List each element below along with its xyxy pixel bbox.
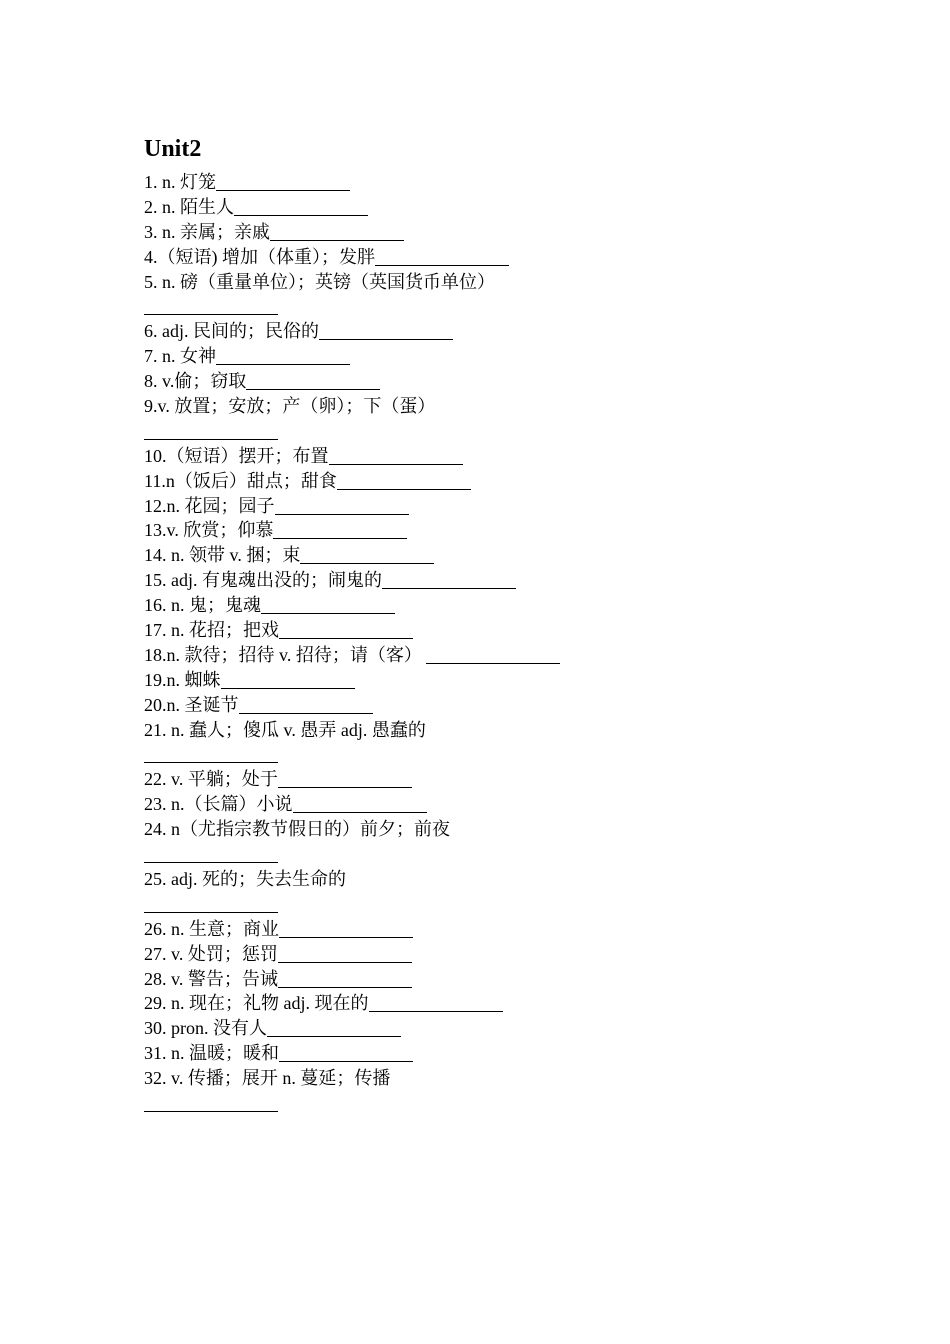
vocab-item — [144, 344, 844, 369]
answer-blank — [319, 323, 453, 340]
vocabulary-list — [144, 170, 844, 1116]
vocab-item — [144, 220, 844, 245]
vocab-item-text: 9.v. 放置；安放；产（卵）；下（蛋） — [144, 396, 436, 417]
vocab-item — [144, 195, 844, 220]
answer-blank — [267, 1020, 401, 1037]
vocab-item-text: 18.n. 款待；招待 v. 招待；请（客） — [144, 644, 422, 665]
answer-blank-line — [144, 294, 844, 319]
vocab-item — [144, 319, 844, 344]
vocab-item — [144, 568, 844, 593]
answer-blank — [144, 896, 278, 913]
vocab-item-text: 26. n. 生意；商业 — [144, 918, 279, 939]
vocab-item — [144, 917, 844, 942]
vocab-item-text: 14. n. 领带 v. 捆；束 — [144, 545, 301, 566]
vocab-item-text: 17. n. 花招；把戏 — [144, 620, 279, 641]
answer-blank — [278, 946, 412, 963]
vocab-item — [144, 718, 844, 743]
vocab-item-text: 20.n. 圣诞节 — [144, 694, 239, 715]
answer-blank-line — [144, 419, 844, 444]
answer-blank — [144, 846, 278, 863]
vocab-item-text: 8. v.偷；窃取 — [144, 371, 247, 392]
worksheet-page — [144, 132, 844, 1116]
answer-blank — [216, 348, 350, 365]
vocab-item — [144, 369, 844, 394]
vocab-item-text: 29. n. 现在；礼物 adj. 现在的 — [144, 993, 369, 1014]
vocab-item-text: 22. v. 平躺；处于 — [144, 769, 278, 790]
answer-blank — [382, 572, 516, 589]
answer-blank — [375, 249, 509, 266]
answer-blank — [293, 796, 427, 813]
vocab-item — [144, 1016, 844, 1041]
vocab-item — [144, 967, 844, 992]
vocab-item — [144, 942, 844, 967]
vocab-item — [144, 668, 844, 693]
answer-blank-line — [144, 1091, 844, 1116]
vocab-item — [144, 767, 844, 792]
vocab-item-text: 21. n. 蠢人；傻瓜 v. 愚弄 adj. 愚蠢的 — [144, 719, 426, 740]
vocab-item — [144, 643, 844, 668]
answer-blank — [216, 174, 350, 191]
answer-blank — [426, 647, 560, 664]
answer-blank — [270, 224, 404, 241]
vocab-item — [144, 593, 844, 618]
vocab-item — [144, 518, 844, 543]
vocab-item-text: 12.n. 花园；园子 — [144, 495, 275, 516]
vocab-item-text: 13.v. 欣赏；仰慕 — [144, 520, 274, 541]
answer-blank — [234, 199, 368, 216]
answer-blank — [144, 298, 278, 315]
vocab-item — [144, 245, 844, 270]
vocab-item-text: 2. n. 陌生人 — [144, 196, 234, 217]
vocab-item-text: 1. n. 灯笼 — [144, 172, 216, 192]
answer-blank — [144, 746, 278, 763]
answer-blank — [278, 771, 412, 788]
answer-blank — [279, 921, 413, 938]
answer-blank-line — [144, 842, 844, 867]
vocab-item — [144, 543, 844, 568]
answer-blank — [279, 1045, 413, 1062]
answer-blank — [273, 522, 407, 539]
vocab-item-text: 32. v. 传播；展开 n. 蔓延；传播 — [144, 1068, 391, 1089]
vocab-item — [144, 618, 844, 643]
vocab-item — [144, 394, 844, 419]
vocab-item — [144, 991, 844, 1016]
vocab-item — [144, 444, 844, 469]
answer-blank — [329, 448, 463, 465]
vocab-item-text: 4.（短语) 增加（体重）；发胖 — [144, 246, 375, 267]
vocab-item-text: 5. n. 磅（重量单位）；英镑（英国货币单位） — [144, 271, 495, 292]
vocab-item-text: 19.n. 蜘蛛 — [144, 669, 221, 690]
answer-blank — [279, 622, 413, 639]
vocab-item-text: 30. pron. 没有人 — [144, 1018, 267, 1039]
answer-blank — [239, 697, 373, 714]
vocab-item — [144, 270, 844, 295]
vocab-item-text: 11.n（饭后）甜点；甜食 — [144, 470, 337, 491]
vocab-item — [144, 1066, 844, 1091]
vocab-item — [144, 693, 844, 718]
vocab-item-text: 16. n. 鬼；鬼魂 — [144, 595, 261, 616]
vocab-item-text: 23. n.（长篇）小说 — [144, 794, 293, 815]
answer-blank — [300, 547, 434, 564]
answer-blank — [369, 995, 503, 1012]
vocab-item — [144, 1041, 844, 1066]
vocab-item-text: 3. n. 亲属；亲戚 — [144, 221, 270, 242]
vocab-item — [144, 817, 844, 842]
answer-blank — [144, 423, 278, 440]
unit-title: Unit2 — [144, 136, 202, 162]
answer-blank — [337, 473, 471, 490]
vocab-item-text: 7. n. 女神 — [144, 346, 216, 367]
vocab-item-text: 28. v. 警告；告诫 — [144, 968, 278, 989]
vocab-item-text: 10.（短语）摆开；布置 — [144, 445, 329, 466]
vocab-item-text: 31. n. 温暖；暖和 — [144, 1043, 279, 1064]
answer-blank — [246, 373, 380, 390]
answer-blank — [275, 498, 409, 515]
vocab-item-text: 25. adj. 死的；失去生命的 — [144, 868, 346, 889]
vocab-item-text: 24. n（尤指宗教节假日的）前夕；前夜 — [144, 819, 450, 840]
vocab-item — [144, 469, 844, 494]
vocab-item-text: 6. adj. 民间的；民俗的 — [144, 321, 319, 342]
answer-blank — [278, 971, 412, 988]
vocab-item-text: 27. v. 处罚；惩罚 — [144, 943, 278, 964]
answer-blank — [261, 597, 395, 614]
answer-blank-line — [144, 892, 844, 917]
vocab-item-text: 15. adj. 有鬼魂出没的；闹鬼的 — [144, 570, 382, 591]
answer-blank — [221, 672, 355, 689]
vocab-item — [144, 494, 844, 519]
vocab-item — [144, 867, 844, 892]
vocab-item — [144, 792, 844, 817]
answer-blank-line — [144, 742, 844, 767]
answer-blank — [144, 1095, 278, 1112]
vocab-item — [144, 170, 844, 195]
